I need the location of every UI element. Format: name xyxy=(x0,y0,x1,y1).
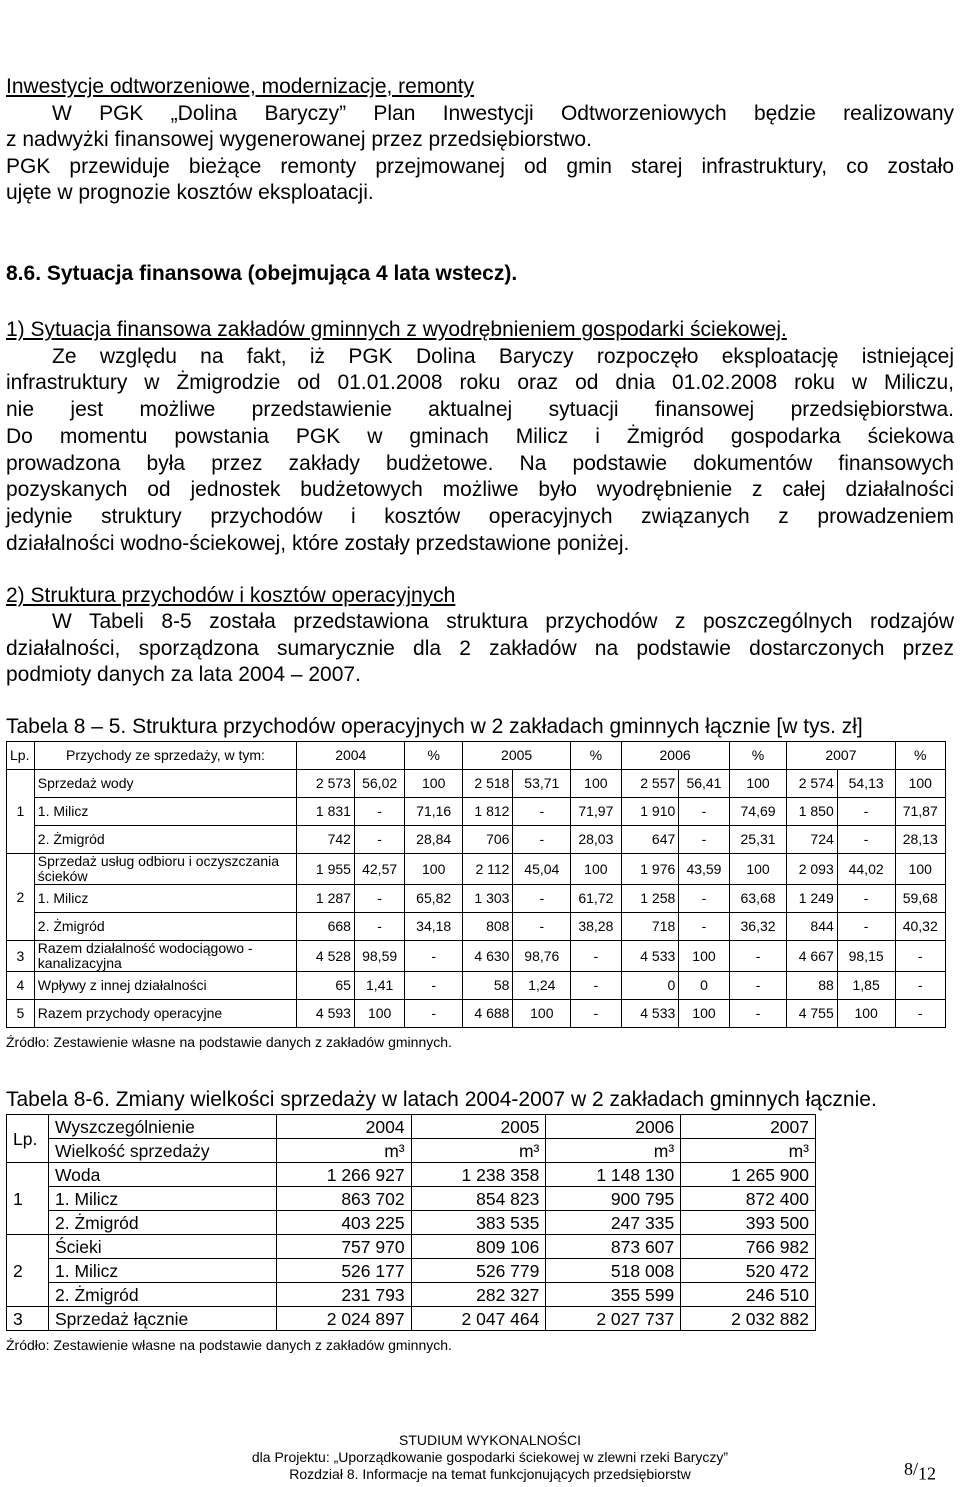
table-row xyxy=(7,1163,816,1187)
table-cell: 247 335 xyxy=(546,1211,681,1235)
row-number: 4 xyxy=(7,972,35,1000)
table-cell: 854 823 xyxy=(411,1187,546,1211)
table-cell: 863 702 xyxy=(276,1187,411,1211)
table-cell: - xyxy=(837,826,895,854)
table-cell: 1 831 xyxy=(297,798,355,826)
table-cell: 355 599 xyxy=(546,1283,681,1307)
table-cell: 100 xyxy=(405,770,463,798)
table-cell: 1 148 130 xyxy=(546,1163,681,1187)
table-cell: 393 500 xyxy=(681,1211,816,1235)
table-cell: 520 472 xyxy=(681,1259,816,1283)
table-cell: - xyxy=(405,941,463,972)
table-cell: 25,31 xyxy=(729,826,787,854)
table6-caption: Tabela 8-6. Zmiany wielkości sprzedaży w latach 2004-2007 w 2 zakładach gminnych łącznie. xyxy=(6,1088,877,1111)
table-cell: 2 047 464 xyxy=(411,1307,546,1331)
table-cell: 63,68 xyxy=(729,885,787,913)
table-cell: 706 xyxy=(463,826,513,854)
row-number: 5 xyxy=(7,1000,35,1028)
table-row xyxy=(7,885,946,913)
table-cell: 766 982 xyxy=(681,1235,816,1259)
table-cell: 100 xyxy=(513,1000,571,1028)
row-number: 1 xyxy=(7,1163,49,1235)
header-cell: Wyszczególnienie xyxy=(48,1115,276,1139)
table-cell: 4 533 xyxy=(621,1000,679,1028)
table-cell: 44,02 xyxy=(837,854,895,885)
row-number: 2 xyxy=(7,854,35,941)
header-cell: 2007 xyxy=(787,742,895,770)
table-cell: 4 528 xyxy=(297,941,355,972)
table-cell: 100 xyxy=(895,770,946,798)
table-row xyxy=(7,826,946,854)
header-cell: % xyxy=(729,742,787,770)
table-cell: - xyxy=(513,798,571,826)
table-cell: 53,71 xyxy=(513,770,571,798)
table-cell: 54,13 xyxy=(837,770,895,798)
table-cell: 724 xyxy=(787,826,837,854)
table-cell: 65,82 xyxy=(405,885,463,913)
table-cell: 34,18 xyxy=(405,913,463,941)
revenue-structure-table xyxy=(6,741,946,1028)
table-cell: 2 112 xyxy=(463,854,513,885)
table-cell: - xyxy=(837,885,895,913)
table-cell: 2 518 xyxy=(463,770,513,798)
table-cell: 1,24 xyxy=(513,972,571,1000)
table-cell: 71,97 xyxy=(571,798,621,826)
table-cell: 56,02 xyxy=(354,770,404,798)
table-cell: - xyxy=(354,913,404,941)
table-cell: - xyxy=(571,972,621,1000)
table-cell: 4 667 xyxy=(787,941,837,972)
header-cell: % xyxy=(405,742,463,770)
table-cell: - xyxy=(895,941,946,972)
table-cell: - xyxy=(679,798,729,826)
row-number: 1 xyxy=(7,770,35,854)
table-cell: 98,59 xyxy=(354,941,404,972)
table-cell: 900 795 xyxy=(546,1187,681,1211)
row-number: 3 xyxy=(7,941,35,972)
table-cell: - xyxy=(405,1000,463,1028)
table-cell: - xyxy=(513,826,571,854)
table-cell: 872 400 xyxy=(681,1187,816,1211)
row-number: 2 xyxy=(7,1235,49,1307)
table5-caption: Tabela 8 – 5. Struktura przychodów operacyjnych w 2 zakładach gminnych łącznie [w tys. zł] xyxy=(6,715,863,738)
table-cell: 1 265 900 xyxy=(681,1163,816,1187)
row-label: Sprzedaż wody xyxy=(34,770,296,798)
table-cell: - xyxy=(679,826,729,854)
table-cell: 844 xyxy=(787,913,837,941)
table-row xyxy=(7,972,946,1000)
table-cell: 40,32 xyxy=(895,913,946,941)
table-cell: - xyxy=(405,972,463,1000)
page-number: $8/_{12}$ xyxy=(904,1459,937,1484)
paragraph-line: pozyskanych od jednostek budżetowych możliwe było wyodrębnienie z całej działalności xyxy=(6,478,954,501)
footer-chapter: Rozdział 8. Informacje na temat funkcjonujących przedsiębiorstw xyxy=(289,1466,691,1482)
table-cell: 74,69 xyxy=(729,798,787,826)
row-label: 1. Milicz xyxy=(48,1187,276,1211)
paragraph-line: podmioty danych za lata 2004 – 2007. xyxy=(6,663,361,686)
table-cell: - xyxy=(513,913,571,941)
paragraph-line: infrastruktury w Żmigrodzie od 01.01.2008 roku oraz od dnia 01.02.2008 roku w Miliczu, xyxy=(6,371,954,394)
table6-source-note: Źródło: Zestawienie własne na podstawie danych z zakładów gminnych. xyxy=(6,1337,452,1353)
table-cell: 2 032 882 xyxy=(681,1307,816,1331)
row-label: 1. Milicz xyxy=(34,798,296,826)
table-cell: 45,04 xyxy=(513,854,571,885)
table-cell: - xyxy=(679,913,729,941)
table-cell: 873 607 xyxy=(546,1235,681,1259)
table-cell: 71,87 xyxy=(895,798,946,826)
header-cell: 2005 xyxy=(411,1115,546,1139)
table-cell: 100 xyxy=(895,854,946,885)
table-cell: 2 574 xyxy=(787,770,837,798)
header-cell: % xyxy=(571,742,621,770)
paragraph-line: działalności wodno-ściekowej, które zostały przedstawione poniżej. xyxy=(6,532,630,555)
header-cell: 2006 xyxy=(546,1115,681,1139)
table-cell: 2 024 897 xyxy=(276,1307,411,1331)
table-cell: 1,41 xyxy=(354,972,404,1000)
table-cell: 1 910 xyxy=(621,798,679,826)
table-cell: 2 557 xyxy=(621,770,679,798)
page-total: 12 xyxy=(918,1463,937,1484)
table-cell: - xyxy=(729,972,787,1000)
table-cell: 1 955 xyxy=(297,854,355,885)
sales-volume-table xyxy=(6,1114,816,1331)
table-cell: 28,13 xyxy=(895,826,946,854)
page-current: 8 xyxy=(904,1459,913,1479)
table-cell: 100 xyxy=(405,854,463,885)
row-label: 1. Milicz xyxy=(34,885,296,913)
table-cell: 38,28 xyxy=(571,913,621,941)
table-cell: 100 xyxy=(837,1000,895,1028)
table-cell: 808 xyxy=(463,913,513,941)
table-row xyxy=(7,913,946,941)
table-header-row xyxy=(7,742,946,770)
table-cell: - xyxy=(571,941,621,972)
table-cell: 100 xyxy=(354,1000,404,1028)
intro-line-1: W PGK „Dolina Baryczy” Plan Inwestycji Odtworzeniowych będzie realizowany xyxy=(52,102,954,125)
table-cell: 4 688 xyxy=(463,1000,513,1028)
table-cell: 61,72 xyxy=(571,885,621,913)
row-label: 2. Żmigród xyxy=(48,1211,276,1235)
table-row xyxy=(7,1000,946,1028)
table-cell: 28,03 xyxy=(571,826,621,854)
table-cell: 65 xyxy=(297,972,355,1000)
table-cell: 100 xyxy=(679,1000,729,1028)
table-cell: 4 755 xyxy=(787,1000,837,1028)
row-label: 2. Żmigród xyxy=(34,826,296,854)
table-cell: 58 xyxy=(463,972,513,1000)
table-cell: 1 976 xyxy=(621,854,679,885)
table-cell: 59,68 xyxy=(895,885,946,913)
table-cell: 1,85 xyxy=(837,972,895,1000)
paragraph-line: Ze względu na fakt, iż PGK Dolina Baryczy rozpoczęło eksploatację istniejącej xyxy=(52,345,954,368)
table-cell: - xyxy=(354,885,404,913)
table-cell: - xyxy=(513,885,571,913)
section-title: 8.6. Sytuacja finansowa (obejmująca 4 lata wstecz). xyxy=(6,262,518,285)
table-cell: 718 xyxy=(621,913,679,941)
footer-study-title: STUDIUM WYKONALNOŚCI xyxy=(398,1432,581,1448)
table-cell: 28,84 xyxy=(405,826,463,854)
subsection-1-title: 1) Sytuacja finansowa zakładów gminnych z wyodrębnieniem gospodarki ściekowej. xyxy=(6,318,787,341)
table-cell: 71,16 xyxy=(405,798,463,826)
header-cell: 2007 xyxy=(681,1115,816,1139)
table-cell: 526 779 xyxy=(411,1259,546,1283)
footer-project-name: dla Projektu: „Uporządkowanie gospodarki ściekowej w zlewni rzeki Baryczy” xyxy=(251,1449,729,1465)
table-cell: 4 630 xyxy=(463,941,513,972)
table-cell: 2 573 xyxy=(297,770,355,798)
table-row xyxy=(7,770,946,798)
table-cell: - xyxy=(354,798,404,826)
table-cell: - xyxy=(729,941,787,972)
paragraph-line: prowadzona była przez zakłady budżetowe. Na podstawie dokumentów finansowych xyxy=(6,452,954,475)
table-cell: - xyxy=(895,972,946,1000)
table-cell: 4 593 xyxy=(297,1000,355,1028)
table-cell: 98,15 xyxy=(837,941,895,972)
table-cell: 0 xyxy=(621,972,679,1000)
table-cell: 2 093 xyxy=(787,854,837,885)
paragraph-line: nie jest możliwe przedstawienie aktualnej sytuacji finansowej przedsiębiorstwa. xyxy=(6,398,954,421)
table-cell: 2 027 737 xyxy=(546,1307,681,1331)
table-cell: 88 xyxy=(787,972,837,1000)
table-cell: 100 xyxy=(729,770,787,798)
unit-cell: m³ xyxy=(276,1139,411,1163)
table-cell: 246 510 xyxy=(681,1283,816,1307)
table-unit-row xyxy=(7,1139,816,1163)
table-row xyxy=(7,1187,816,1211)
table-cell: - xyxy=(729,1000,787,1028)
table-cell: 742 xyxy=(297,826,355,854)
table-cell: 36,32 xyxy=(729,913,787,941)
intro-line-3: PGK przewiduje bieżące remonty przejmowanej od gmin starej infrastruktury, co zostało xyxy=(6,155,954,178)
header-cell: Wielkość sprzedaży xyxy=(48,1139,276,1163)
table-cell: 526 177 xyxy=(276,1259,411,1283)
table-cell: 42,57 xyxy=(354,854,404,885)
table-cell: - xyxy=(679,885,729,913)
table-cell: 231 793 xyxy=(276,1283,411,1307)
unit-cell: m³ xyxy=(681,1139,816,1163)
paragraph-line: jedynie struktury przychodów i kosztów operacyjnych związanych z prowadzeniem xyxy=(6,505,954,528)
table-row xyxy=(7,1235,816,1259)
paragraph-line: działalności, sporządzona sumarycznie dla 2 zakładów na podstawie dostarczonych przez xyxy=(6,637,954,660)
header-cell: 2006 xyxy=(621,742,729,770)
paragraph-line: W Tabeli 8-5 została przedstawiona struktura przychodów z poszczególnych rodzajów xyxy=(52,610,954,633)
paragraph-line: Do momentu powstania PGK w gminach Milicz i Żmigród gospodarka ściekowa xyxy=(6,425,954,448)
table-cell: 1 812 xyxy=(463,798,513,826)
table-cell: 668 xyxy=(297,913,355,941)
table-cell: 100 xyxy=(571,854,621,885)
row-label: Woda xyxy=(48,1163,276,1187)
table-cell: - xyxy=(837,913,895,941)
row-label: Sprzedaż usług odbioru i oczyszczania ścieków xyxy=(34,854,296,885)
table5-source-note: Źródło: Zestawienie własne na podstawie danych z zakładów gminnych. xyxy=(6,1034,452,1050)
table-cell: - xyxy=(837,798,895,826)
table-cell: 43,59 xyxy=(679,854,729,885)
table-cell: - xyxy=(895,1000,946,1028)
unit-cell: m³ xyxy=(546,1139,681,1163)
table-cell: 1 850 xyxy=(787,798,837,826)
table-row xyxy=(7,1307,816,1331)
unit-cell: m³ xyxy=(411,1139,546,1163)
table-row xyxy=(7,1283,816,1307)
row-label: Razem działalność wodociągowo - kanalizacyjna xyxy=(34,941,296,972)
row-label: Ścieki xyxy=(48,1235,276,1259)
intro-heading: Inwestycje odtworzeniowe, modernizacje, remonty xyxy=(6,75,475,98)
intro-line-2: z nadwyżki finansowej wygenerowanej przez przedsiębiorstwo. xyxy=(6,128,592,151)
intro-line-4: ujęte w prognozie kosztów eksploatacji. xyxy=(6,181,374,204)
table-cell: 757 970 xyxy=(276,1235,411,1259)
table-row xyxy=(7,1211,816,1235)
header-cell: Lp. xyxy=(7,1115,49,1163)
table-cell: 100 xyxy=(571,770,621,798)
table-cell: 1 258 xyxy=(621,885,679,913)
table-cell: 647 xyxy=(621,826,679,854)
header-cell: Przychody ze sprzedaży, w tym: xyxy=(34,742,296,770)
row-number: 3 xyxy=(7,1307,49,1331)
page-footer xyxy=(200,1432,780,1483)
table-row xyxy=(7,854,946,885)
table-cell: 809 106 xyxy=(411,1235,546,1259)
table-cell: 1 287 xyxy=(297,885,355,913)
header-cell: Lp. xyxy=(7,742,35,770)
row-label: 2. Żmigród xyxy=(34,913,296,941)
table-cell: 1 303 xyxy=(463,885,513,913)
row-label: 2. Żmigród xyxy=(48,1283,276,1307)
table-cell: 403 225 xyxy=(276,1211,411,1235)
table-row xyxy=(7,941,946,972)
table-header-row xyxy=(7,1115,816,1139)
header-cell: % xyxy=(895,742,946,770)
table-cell: 4 533 xyxy=(621,941,679,972)
row-label: Razem przychody operacyjne xyxy=(34,1000,296,1028)
table-cell: 98,76 xyxy=(513,941,571,972)
table-cell: 1 249 xyxy=(787,885,837,913)
table-cell: 100 xyxy=(679,941,729,972)
row-label: Sprzedaż łącznie xyxy=(48,1307,276,1331)
table-row xyxy=(7,1259,816,1283)
row-label: Wpływy z innej działalności xyxy=(34,972,296,1000)
row-label: 1. Milicz xyxy=(48,1259,276,1283)
table-cell: - xyxy=(571,1000,621,1028)
table-row xyxy=(7,798,946,826)
header-cell: 2005 xyxy=(463,742,571,770)
table-cell: 100 xyxy=(729,854,787,885)
subsection-2-title: 2) Struktura przychodów i kosztów operacyjnych xyxy=(6,584,456,607)
table-cell: 0 xyxy=(679,972,729,1000)
header-cell: 2004 xyxy=(276,1115,411,1139)
table-cell: 383 535 xyxy=(411,1211,546,1235)
table-cell: 518 008 xyxy=(546,1259,681,1283)
table-cell: - xyxy=(354,826,404,854)
table-cell: 282 327 xyxy=(411,1283,546,1307)
table-cell: 56,41 xyxy=(679,770,729,798)
header-cell: 2004 xyxy=(297,742,405,770)
table-cell: 1 238 358 xyxy=(411,1163,546,1187)
table-cell: 1 266 927 xyxy=(276,1163,411,1187)
